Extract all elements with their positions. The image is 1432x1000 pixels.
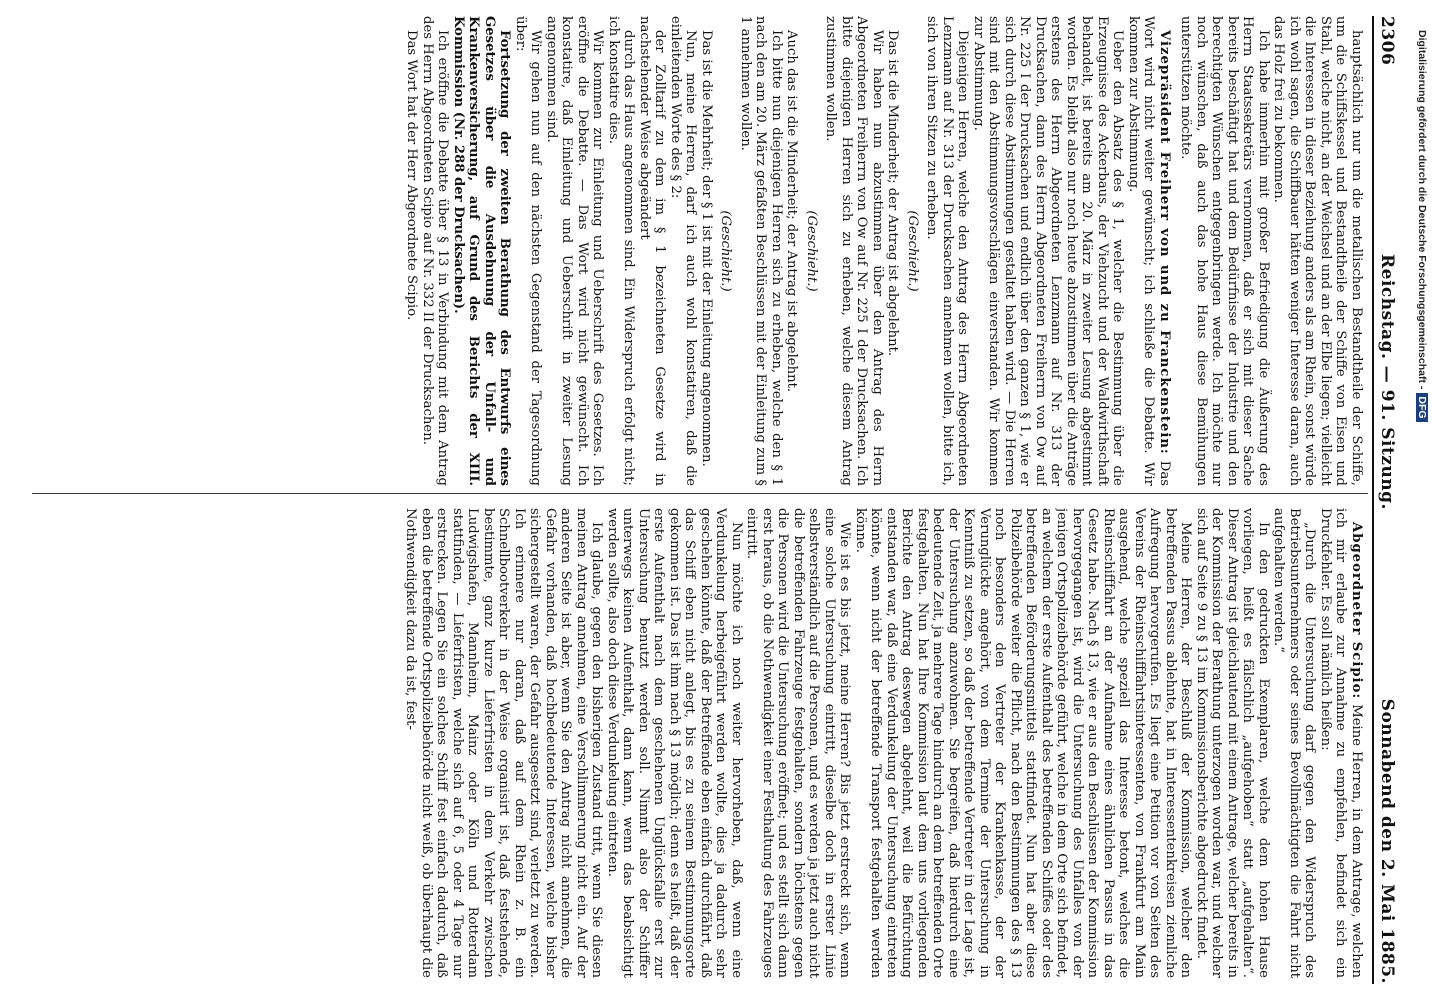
text-paragraph: Nun, meine Herren, darf ich auch wohl konstatiren, daß die einleitenden Worte des § 2: [668, 16, 699, 486]
text-paragraph: Nun möchte ich noch weiter hervorheben, daß, wenn eine Verdunkelung herbeigeführt werden wollte, dies ja dadurch sehr geschehen könnte, daß der Betreffende eben einfach durchfährt, daß das Schiff eben nicht anlegt, bis es zu seinem Bestimmungsorte gekommen ist. Das ist ihm nach § 13 möglich; denn es heißt, daß der erste Aufenthalt nach dem geschehenen Unglücksfalle erst zur Untersuchung benutzt werden soll. Nimmt also der Schiffer unterwegs keinen Aufenthalt, dann kann, wenn das beabsichtigt werden sollte, also doch diese Verdunkelung eintreten. [605, 508, 744, 978]
text-paragraph: Ich habe immerhin mit großer Befriedigung die Äußerung des Herrn Staatssekretärs vernommen, daß er sich mit dieser Sache bereits beschäftigt hat und dem Bedürfnisse der Industrie und den berechtigten Wünschen entgegenbringen werde. Ich möchte nur noch wünschen, daß auch das hohe Haus diese Bemühungen unterstützen möchte. [1178, 16, 1271, 486]
paragraph-text: Das Wort wird nicht weiter gewünscht; ich schließe die Debatte. Wir kommen zur Abstimmung. [1126, 16, 1172, 486]
page-number: 2306 [1377, 16, 1397, 66]
speaker-name: Abgeordneter Scipio: [1349, 522, 1364, 700]
text-paragraph: Ich glaube, gegen den bisherigen Zustand tritt, wenn Sie diesen meinen Antrag annehmen, eine Verschlimmerung nicht ein. Auf der anderen Seite ist aber, wenn Sie den Antrag nicht annehmen, die Gefahr vorhanden, daß hochbedeutende Interessen, welche bisher sichergestellt waren, der Gefahr ausgesetzt sind, verletzt zu werden. Ich erinnere nur daran, daß auf dem Rhein z. B. ein Schnellbootverkehr in der Weise organisirt ist, daß feststehende, bestimmte, ganz kurze Lieferfristen in dem Verkehr zwischen Ludwigshafen, Mannheim, Mainz oder Köln und Rotterdam stattfinden, — Lieferfristen, welche sich auf 6, 5 oder 4 Tage nur erstrecken. Legen Sie ein solches Schiff fest einfach dadurch, daß eben die betreffende Ortspolizeibehörde nicht weiß, ob überhaupt die Nothwendigkeit dazu da ist, fest- [403, 508, 605, 978]
paragraph-text: Meine Herren, in dem Antrage, welchen ich mir erlaube zur Annahme zu empfehlen, befindet sich ein Druckfehler. Es soll nämlich heißen: [1318, 508, 1364, 978]
stage-direction: (Geschieht.) [718, 210, 734, 292]
speech-paragraph [1126, 16, 1173, 486]
text-paragraph: Meine Herren, der Beschluß der Kommission, welcher den betreffenden Passus ablehnte, hat in Interessentenkreisen ziemliche Aufregung hervorgerufen. Es liegt eine Petition vor von Seiten des Vereins der Rheinschifffahrtsinteressenten, von Frankfurt am Main ausgehend, welche speziell das Interesse betont, welches die Rheinschifffahrt an der Aufnahme eines ähnlichen Passus in das Gesetz habe. Nach § 13, wie er aus den Beschlüssen der Kommission hervorgegangen ist, wird die Untersuchung des Unfalles von der jenigen Ortspolizeibehörde geführt, welche in dem Orte sich befindet, an welchem der erste Aufenthalt des betreffenden Schiffes oder des betreffenden Beförderungsmittels stattfindet. Nun hat aber diese Polizeibehörde weiter die Pflicht, nach den Bestimmungen des § 13 noch besonders den Vertreter der Krankenkasse, der der Verunglückte angehört, von dem Termine der Untersuchung in Kenntniß zu setzen, so daß der betreffende Vertreter in der Lage ist, der Untersuchung anzuwohnen. Sie begreifen, daß hierdurch eine bedeutende Zeit, ja mehrere Tage hindurch an dem betreffenden Orte festgehalten. Nun hat Ihre Kommission laut dem uns vorliegenden Berichte den Antrag deswegen abgelehnt, weil die Befürchtung entstanden war, daß eine Verdunkelung der Untersuchung eintreten könnte, wenn nicht der betreffende Transport festgehalten werden könne. [853, 508, 1194, 978]
text-paragraph: Wie ist es bis jetzt, meine Herren? Bis jetzt erstreckt sich, wenn eine solche Untersuchung eintritt, dieselbe doch in erster Linie selbstverständlich auf die Personen, und es werden ja jetzt auch nicht die betreffenden Fahrzeuge festgehalten, sondern höchstens gegen die Personen wird die Untersuchung eröffnet; und es stellt sich dann erst heraus, ob die Nothwendigkeit einer Festhaltung des Fahrzeuges eintritt. [744, 508, 853, 978]
text-paragraph: Das ist die Minderheit; der Antrag ist abgelehnt. [885, 30, 901, 357]
stage-direction: (Geschieht.) [905, 210, 920, 292]
text-paragraph: Das Wort hat der Herr Abgeordnete Scipio. [404, 30, 420, 321]
stage-direction: (Geschieht.) [804, 210, 819, 292]
text-paragraph: Auch das ist die Minderheit; der Antrag ist abgelehnt. [784, 30, 800, 393]
digitization-credit [1410, 30, 1428, 970]
text-paragraph: der Zolltarif zu dem im § 1 bezeichneten Gesetze wird in nachstehender Weise abgeändert [637, 16, 668, 486]
left-text-column [32, 16, 1364, 486]
speaker-name: Vizepräsident Freiherr von und zu Franckenstein: [1157, 30, 1172, 455]
dfg-logo: DFG [1416, 393, 1428, 421]
text-paragraph: Diejenigen Herren, welche den Antrag des Herrn Abgeordneten Lenzmann auf Nr. 313 der Drucksachen annehmen wollen, bitte ich, sich von ihren Sitzen zu erheben. [924, 16, 971, 486]
text-paragraph: Das ist die Mehrheit; der § 1 ist mit der Einleitung angenommen. [699, 30, 714, 467]
digitization-credit-text: Digitalisierung gefördert durch die Deutsche Forschungsgemeinschaft - [1416, 30, 1428, 390]
text-paragraph: Ich bitte nun diejenigen Herren sich zu erheben, welche den § 1 nach den am 20. März gefaßten Beschlüssen mit der Einleitung zum § 1 annehmen wollen. [738, 16, 784, 486]
text-paragraph: durch das Haus angenommen sind. Ein Widerspruch erfolgt nicht; ich konstatire dies. [606, 16, 637, 486]
text-paragraph: In den gedruckten Exemplaren, welche dem hohen Hause vorliegen, heißt es fälschlich „aufgehoben“ statt „aufgehalten“. Dieser Antrag ist gleichlautend mit einem Antrage, welcher bereits in der Kommission der Berathung unterzogen worden war, und welcher sich auf Seite 9 zu § 13 im Kommissionsberichte abgedruckt findet. [1194, 508, 1271, 978]
text-paragraph: Wir kommen zur Einleitung und Ueberschrift des Gesetzes. Ich eröffne die Debatte. — Das Wort wird nicht gewünscht. Ich konstatire, daß Einleitung und Ueberschrift in zweiter Lesung angenommen sind. [544, 16, 606, 486]
session-date: Sonnabend den 2. Mai 1885. [1377, 698, 1397, 984]
text-paragraph: hauptsächlich nur um die metallischen Bestandtheile der Schiffe, um die Schiffskessel und Bestandtheile der Schiffe von Eisen und Stahl, welche nicht, an der Weichsel und an der Elbe liegen; vielleicht die Interessen in dieser Beziehung anders als am Rhein, sonst würde ich wohl sagen, die Schiffbauer hätten weniger Interesse daran, auch das Holz frei zu bekommen. [1271, 16, 1364, 486]
session-title: Reichstag. — 91. Sitzung. [1377, 254, 1397, 510]
agenda-heading: Fortsetzung der zweiten Berathung des Entwurfs eines Gesetzes über die Ausdehnung der Unfall- und Krankenversicherung, auf Grund des Berichts der XIII. Kommission (Nr. 288 der Drucksachen). [451, 16, 513, 486]
scanned-page [22, 0, 1412, 1000]
text-paragraph: „Durch die Untersuchung darf gegen den Widerspruch des Betriebsunternehmers oder seines Bevollmächtigten die Fahrt nicht aufgehalten werden.“ [1271, 508, 1318, 978]
text-paragraph: Wir haben nun abzustimmen über den Antrag des Herrn Abgeordneten Freiherrn von Ow auf Nr. 225 I der Drucksachen. Ich bitte diejenigen Herren sich zu erheben, welche diesem Antrag zustimmen wollen. [823, 16, 885, 486]
column-divider [32, 493, 1368, 494]
text-paragraph: Ich eröffne die Debatte über § 13 in Verbindung mit dem Antrag des Herrn Abgeordneten Scipio auf Nr. 332 II der Drucksachen. [420, 16, 451, 486]
right-text-column [32, 508, 1364, 978]
speech-paragraph [1318, 508, 1365, 978]
page-header [1372, 16, 1400, 984]
text-paragraph: Wir gehen nun auf den nächsten Gegenstand der Tagesordnung über: [513, 16, 544, 486]
text-paragraph: Ueber den Absatz des § 1, welcher die Bestimmung über die Erzeugnisse des Ackerbaus, der Viehzucht und der Waldwirthschaft behandelt, ist bereits am 20. März in zweiter Lesung abgestimmt worden. Es bleibt also nur noch heute abzustimmen über die Anträge erstens des Herrn Abgeordneten Lenzmann auf Nr. 313 der Drucksachen, dann des Herrn Abgeordneten Freiherrn von Ow auf Nr. 225 I der Drucksachen und endlich über den ganzen § 1, wie er sich durch diese Abstimmungen gestaltet haben wird. — Die Herren sind mit den Abstimmungsvorschlägen einverstanden. Wir kommen zur Abstimmung. [971, 16, 1126, 486]
